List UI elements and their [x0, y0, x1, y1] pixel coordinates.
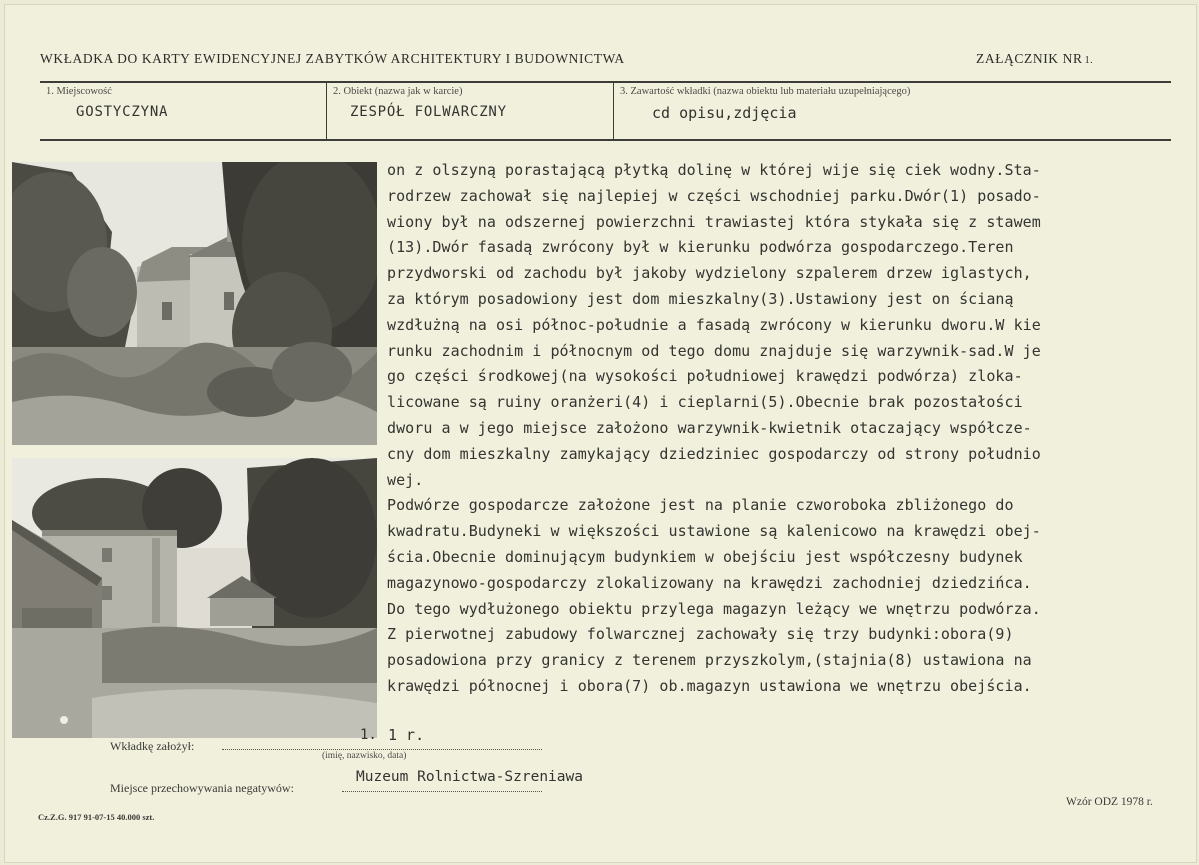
template-label: Wzór ODZ 1978 r.	[1066, 796, 1153, 808]
header-bottom-rule	[40, 139, 1171, 141]
negatives-line	[342, 790, 542, 792]
photo-farm-buildings-image	[12, 458, 377, 738]
field-separator-2	[613, 83, 614, 140]
attachment-number: 1.	[1084, 55, 1094, 66]
content-label: 3. Zawartość wkładki (nazwa obiektu lub materiału uzupełniającego)	[620, 86, 911, 97]
attachment-label: ZAŁĄCZNIK NR 1.	[976, 51, 1094, 66]
description-line: Do tego wydłużonego obiektu przylega magazyn leżący we wnętrzu podwórza.	[387, 599, 1041, 618]
header-top-rule	[40, 81, 1171, 83]
created-by-label: Wkładkę założył:	[110, 739, 195, 753]
description-text	[387, 158, 1167, 700]
description-line: rodrzew zachował się najlepiej w części wschodniej parku.Dwór(1) posado-	[387, 186, 1041, 205]
description-line: krawędzi północnej i obora(7) ob.magazyn ustawiona we wnętrzu obejścia.	[387, 676, 1032, 695]
object-label: 2. Obiekt (nazwa jak w karcie)	[333, 86, 463, 97]
content-value: cd opisu,zdjęcia	[652, 104, 797, 122]
description-line: Z pierwotnej zabudowy folwarcznej zachowały się trzy budynki:obora(9)	[387, 625, 1014, 644]
description-line: on z olszyną porastającą płytką dolinę w której wije się ciek wodny.Sta-	[387, 161, 1041, 179]
photo-farm-buildings	[12, 458, 377, 738]
description-line: przydworski od zachodu był jakoby wydzielony szpalerem drzew iglastych,	[387, 264, 1032, 283]
description-line: kwadratu.Budyneki w większości ustawione są kalenicowo na krawędzi obej-	[387, 522, 1041, 541]
description-line: wiony był na odszernej powierzchni trawiastej która stykała się z stawem	[387, 212, 1041, 231]
description-line: magazynowo-gospodarczy zlokalizowany na krawędzi zachodniej dziedzińca.	[387, 573, 1032, 592]
photo-church-manor-garden-image	[12, 162, 377, 445]
description-line: Podwórze gospodarcze założone jest na planie czworoboka zbliżonego do	[387, 496, 1014, 515]
created-by-line	[222, 748, 542, 750]
print-info: Cz.Z.G. 917 91-07-15 40.000 szt.	[38, 812, 155, 822]
photo-church-manor-garden	[12, 162, 377, 445]
negatives-value: Muzeum Rolnictwa-Szreniawa	[356, 769, 583, 785]
object-value: ZESPÓŁ FOLWARCZNY	[350, 104, 507, 120]
description-line: dworu a w jego miejsce założono warzywnik-kwietnik otaczający współcze-	[387, 418, 1032, 437]
description-line: go części środkowej(na wysokości południowej krawędzi podwórza) zloka-	[387, 367, 1023, 386]
place-value: GOSTYCZYNA	[76, 104, 169, 120]
description-line: licowane są ruiny oranżeri(4) i cieplarni(5).Obecnie brak pozostałości	[387, 393, 1023, 412]
description-line: posadowiona przy granicy z terenem przyszkolym,(stajnia(8) ustawiona na	[387, 651, 1032, 670]
document-title: WKŁADKA DO KARTY EWIDENCYJNEJ ZABYTKÓW ARCHITEKTURY I BUDOWNICTWA	[40, 51, 625, 66]
created-by-mark: 1.	[360, 727, 377, 743]
negatives-label: Miejsce przechowywania negatywów:	[110, 781, 294, 795]
place-label: 1. Miejscowość	[46, 86, 112, 97]
description-line: wzdłużną na osi północ-południe a fasadą zwrócony w kierunku dworu.W kie	[387, 315, 1041, 334]
description-line: (13).Dwór fasadą zwrócony był w kierunku podwórza gospodarczego.Teren	[387, 238, 1014, 257]
description-line: cny dom mieszkalny zamykający dziedziniec gospodarczy od strony południo	[387, 444, 1041, 463]
created-by-hint: (imię, nazwisko, data)	[322, 751, 407, 761]
created-by-value: 1 r.	[388, 726, 425, 744]
field-separator-1	[326, 83, 327, 140]
description-line: wej.	[387, 470, 424, 489]
description-line: ścia.Obecnie dominującym budynkiem w obejściu jest współczesny budynek	[387, 547, 1023, 566]
description-line: runku zachodnim i północnym od tego domu znajduje się warzywnik-sad.W je	[387, 341, 1041, 360]
description-line: za którym posadowiony jest dom mieszkalny(3).Ustawiony jest on ścianą	[387, 289, 1014, 308]
